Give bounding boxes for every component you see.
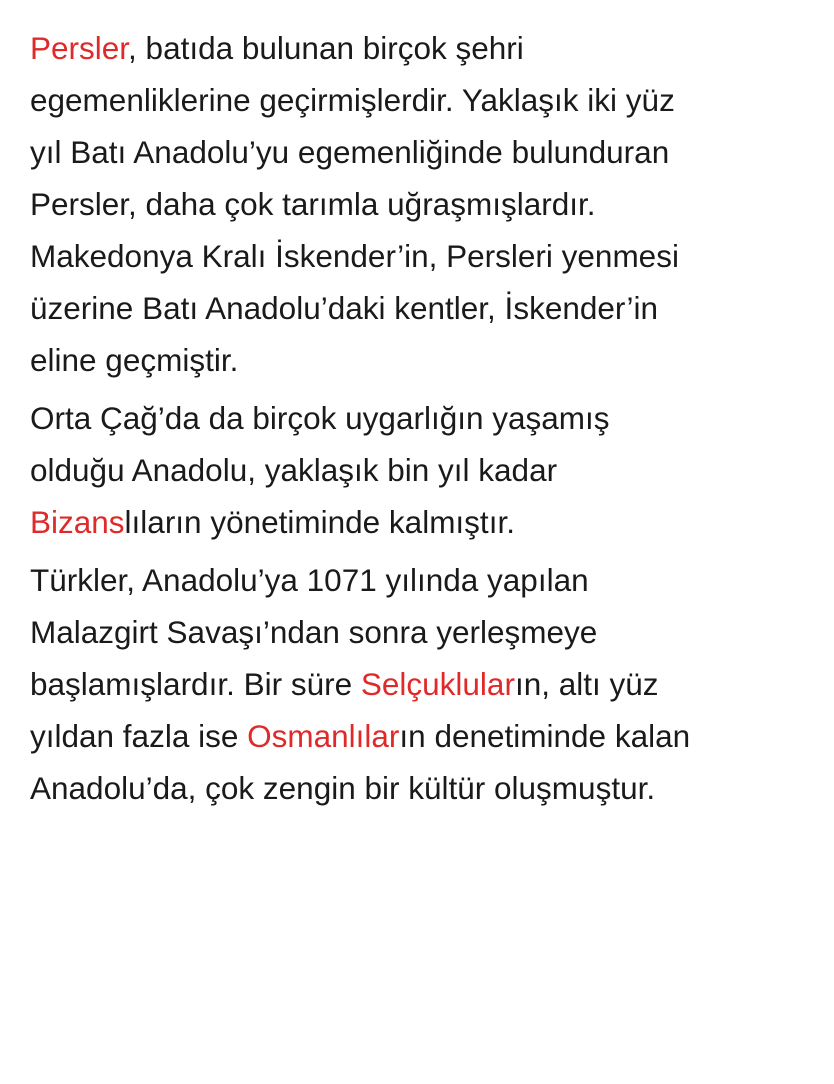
paragraph-persler xyxy=(30,22,820,386)
text-line xyxy=(30,554,820,606)
text-line xyxy=(30,282,820,334)
text-line xyxy=(30,392,820,444)
text-run: ın denetiminde kalan xyxy=(399,718,691,754)
text-run: egemenliklerine geçirmişlerdir. Yaklaşık iki yüz xyxy=(30,82,675,118)
text-line xyxy=(30,22,820,74)
text-line xyxy=(30,444,820,496)
paragraph-turkler xyxy=(30,554,820,814)
text-run: Malazgirt Savaşı’ndan sonra yerleşmeye xyxy=(30,614,598,650)
paragraph-bizans xyxy=(30,392,820,548)
text-line xyxy=(30,658,820,710)
text-line xyxy=(30,74,820,126)
text-line xyxy=(30,126,820,178)
text-line xyxy=(30,606,820,658)
text-run: lıların yönetiminde kalmıştır. xyxy=(124,504,515,540)
text-run: ın, altı yüz xyxy=(514,666,659,702)
highlighted-term: Osmanlılar xyxy=(247,718,400,754)
highlighted-term: Bizans xyxy=(30,504,125,540)
text-line xyxy=(30,496,820,548)
text-run: Makedonya Kralı İskender’in, Persleri yenmesi xyxy=(30,238,679,274)
highlighted-term: Selçuklular xyxy=(360,666,515,702)
text-run: Anadolu’da, çok zengin bir kültür oluşmuştur. xyxy=(30,770,656,806)
highlighted-term: Persler xyxy=(30,30,129,66)
text-run: üzerine Batı Anadolu’daki kentler, İskender’in xyxy=(30,290,659,326)
text-run: yıldan fazla ise xyxy=(30,718,248,754)
text-run: Türkler, Anadolu’ya 1071 yılında yapılan xyxy=(30,562,589,598)
text-line xyxy=(30,710,820,762)
text-line xyxy=(30,230,820,282)
text-run: olduğu Anadolu, yaklaşık bin yıl kadar xyxy=(30,452,558,488)
text-run: , batıda bulunan birçok şehri xyxy=(128,30,524,66)
text-line xyxy=(30,334,820,386)
text-run: yıl Batı Anadolu’yu egemenliğinde bulunduran xyxy=(30,134,670,170)
text-line xyxy=(30,178,820,230)
text-run: eline geçmiştir. xyxy=(30,342,239,378)
text-run: Orta Çağ’da da birçok uygarlığın yaşamış xyxy=(30,400,610,436)
text-line xyxy=(30,762,820,814)
text-run: başlamışlardır. Bir süre xyxy=(30,666,361,702)
document-body xyxy=(30,22,820,820)
text-run: Persler, daha çok tarımla uğraşmışlardır. xyxy=(30,186,596,222)
